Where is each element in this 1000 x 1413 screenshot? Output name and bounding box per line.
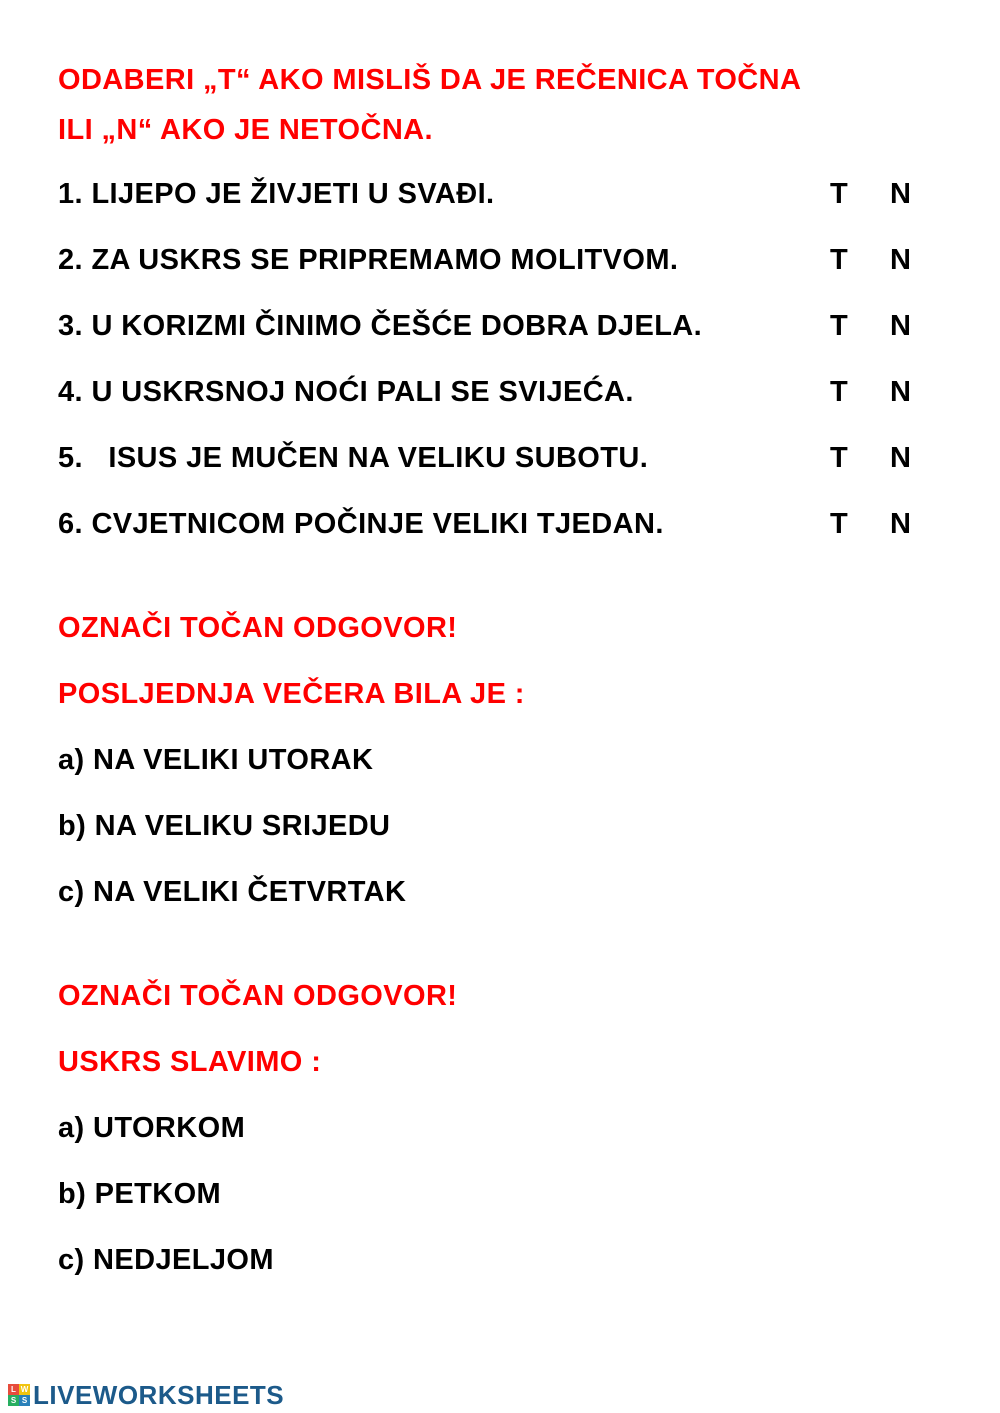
statement-4: 4. U USKRSNOJ NOĆI PALI SE SVIJEĆA. [58, 376, 634, 408]
statement-6-true-option[interactable]: T [830, 508, 848, 540]
tf-instruction-line1: ODABERI „T“ AKO MISLIŠ DA JE REČENICA TOČNA [58, 64, 802, 96]
statement-3: 3. U KORIZMI ČINIMO ČEŠĆE DOBRA DJELA. [58, 310, 703, 342]
statement-2-false-option[interactable]: N [890, 244, 911, 276]
statement-2-true-option[interactable]: T [830, 244, 848, 276]
mc1-question: POSLJEDNJA VEČERA BILA JE : [58, 678, 525, 710]
statement-6-false-option[interactable]: N [890, 508, 911, 540]
statement-2: 2. ZA USKRS SE PRIPREMAMO MOLITVOM. [58, 244, 679, 276]
statement-1-true-option[interactable]: T [830, 178, 848, 210]
logo-mark-letter: S [8, 1395, 19, 1406]
liveworksheets-logo [8, 1380, 284, 1410]
tf-instruction-line2: ILI „N“ AKO JE NETOČNA. [58, 114, 433, 146]
statement-3-false-option[interactable]: N [890, 310, 911, 342]
statement-1-false-option[interactable]: N [890, 178, 911, 210]
statement-4-true-option[interactable]: T [830, 376, 848, 408]
statement-3-true-option[interactable]: T [830, 310, 848, 342]
brand-name: LIVEWORKSHEETS [33, 1379, 285, 1410]
mc2-option-c[interactable]: c) NEDJELJOM [58, 1244, 274, 1276]
mc2-instruction: OZNAČI TOČAN ODGOVOR! [58, 980, 458, 1012]
mc1-option-a[interactable]: a) NA VELIKI UTORAK [58, 744, 374, 776]
logo-mark-letter: W [20, 1385, 29, 1394]
mc1-option-b[interactable]: b) NA VELIKU SRIJEDU [58, 810, 391, 842]
statement-6: 6. CVJETNICOM POČINJE VELIKI TJEDAN. [58, 508, 664, 540]
logo-mark-letter: L [8, 1384, 19, 1395]
mc2-option-b[interactable]: b) PETKOM [58, 1178, 222, 1210]
mc2-question: USKRS SLAVIMO : [58, 1046, 322, 1078]
logo-mark-letter: S [19, 1395, 30, 1406]
mc2-option-a[interactable]: a) UTORKOM [58, 1112, 246, 1144]
mc1-instruction: OZNAČI TOČAN ODGOVOR! [58, 612, 458, 644]
statement-4-false-option[interactable]: N [890, 376, 911, 408]
logo-mark-icon [8, 1384, 30, 1406]
statement-5-false-option[interactable]: N [890, 442, 911, 474]
statement-5: 5. ISUS JE MUČEN NA VELIKU SUBOTU. [58, 442, 649, 474]
statement-5-true-option[interactable]: T [830, 442, 848, 474]
statement-1: 1. LIJEPO JE ŽIVJETI U SVAĐI. [58, 178, 495, 210]
mc1-option-c[interactable]: c) NA VELIKI ČETVRTAK [58, 876, 407, 908]
